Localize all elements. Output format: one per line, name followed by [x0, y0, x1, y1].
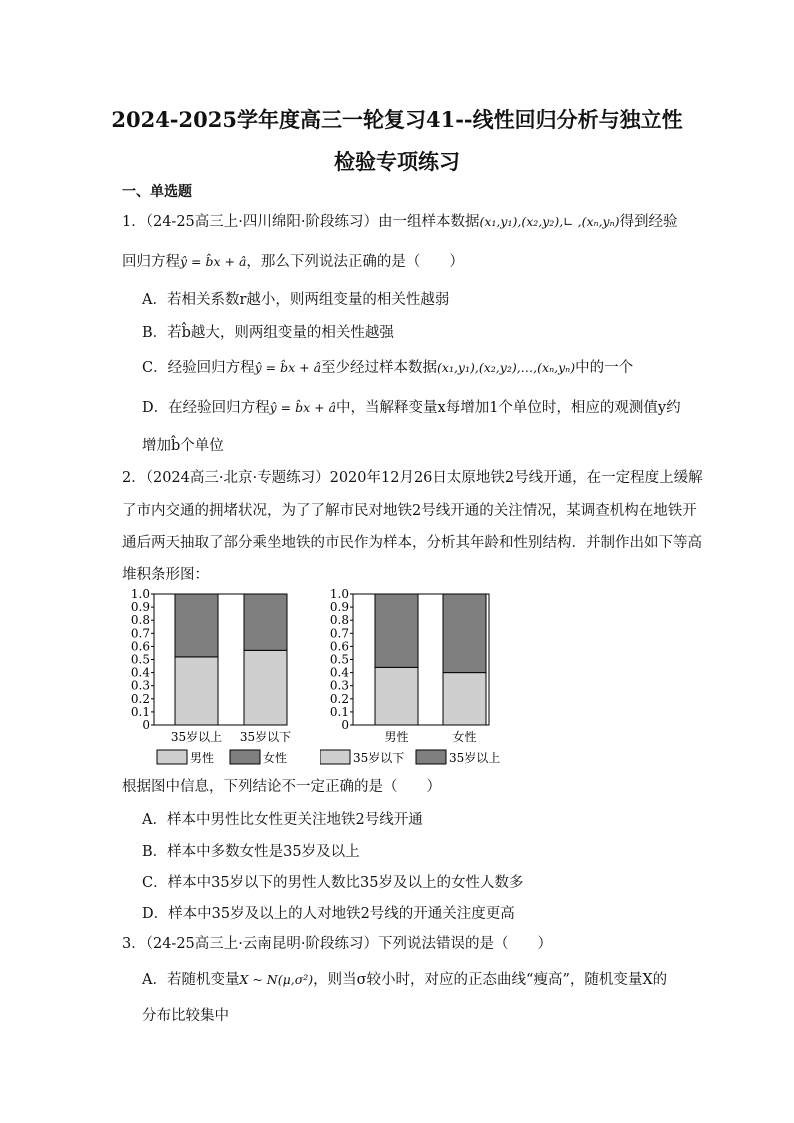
bar-segment — [175, 594, 218, 657]
legend-label: 女性 — [263, 751, 288, 765]
q1-stem-line2: 回归方程ŷ = b̂x + â，那么下列说法正确的是（ ） — [122, 254, 464, 270]
bar-segment — [443, 673, 486, 725]
x-tick-label: 男性 — [384, 730, 409, 744]
q1-stem-line1: 1．（24-25高三上·四川绵阳·阶段练习）由一组样本数据(x₁,y₁),(x₂,y₂),∟ ,(xₙ,yₙ)得到经验 — [122, 214, 678, 230]
y-tick-label: 0.8 — [329, 613, 349, 628]
q2-option-d: D．样本中35岁及以上的人对地铁2号线的开通关注度更高 — [142, 906, 515, 922]
y-tick-label: 1.0 — [130, 587, 150, 601]
legend-label: 男性 — [190, 751, 215, 765]
y-tick-label: 0.5 — [130, 652, 150, 667]
y-tick-label: 0.2 — [329, 691, 349, 706]
y-tick-label: 0.6 — [130, 639, 150, 654]
bar-segment — [375, 667, 418, 725]
bar-segment — [375, 594, 418, 667]
q2-stem-line2: 了市内交通的拥堵状况，为了了解市民对地铁2号线开通的关注情况，某调查机构在地铁开 — [122, 503, 697, 519]
y-tick-label: 0.4 — [130, 665, 150, 680]
q2-question: 根据图中信息，下列结论不一定正确的是（ ） — [122, 779, 441, 795]
legend-swatch — [416, 750, 446, 764]
q3-option-a-line2: 分布比较集中 — [142, 1008, 229, 1024]
q2-stem-line1: 2．（2024高三·北京·专题练习）2020年12月26日太原地铁2号线开通，在一定程度上缓解 — [122, 470, 703, 486]
y-tick-label: 0.1 — [130, 704, 150, 719]
doc-title-line2: 检验专项练习 — [334, 149, 460, 174]
legend-swatch — [157, 750, 187, 764]
q3-option-a-line1: A．若随机变量X ~ N(μ,σ²)，则当σ较小时，对应的正态曲线“瘦高”，随机变量X的 — [142, 972, 668, 988]
y-tick-label: 0.9 — [329, 600, 349, 615]
y-tick-label: 0.8 — [130, 613, 150, 628]
x-tick-label: 35岁以下 — [239, 730, 292, 744]
q2-option-c: C．样本中35岁以下的男性人数比35岁及以上的女性人数多 — [142, 875, 524, 891]
q2-stem-line4: 堆积条形图： — [122, 567, 209, 583]
x-tick-label: 35岁以上 — [170, 730, 223, 744]
q2-stem-line3: 通后两天抽取了部分乘坐地铁的市民作为样本，分析其年龄和性别结构．并制作出如下等高 — [122, 535, 702, 551]
q1-option-d-line1: D．在经验回归方程ŷ = b̂x + â中，当解释变量x每增加1个单位时，相应的观测值y约 — [142, 400, 681, 416]
q1-option-a: A．若相关系数r越小，则两组变量的相关性越弱 — [142, 292, 450, 308]
y-tick-label: 0.2 — [130, 691, 150, 706]
q3-stem: 3．（24-25高三上·云南昆明·阶段练习）下列说法错误的是（ ） — [122, 936, 552, 952]
bar-segment — [443, 594, 486, 673]
y-tick-label: 0.6 — [329, 639, 349, 654]
x-tick-label: 女性 — [452, 730, 477, 744]
y-tick-label: 0.5 — [329, 652, 349, 667]
section-heading: 一、单选题 — [122, 184, 192, 200]
q2-option-a: A．样本中男性比女性更关注地铁2号线开通 — [142, 812, 423, 828]
doc-title-line1: 2024-2025学年度高三一轮复习41--线性回归分析与独立性 — [111, 107, 683, 132]
y-tick-label: 0.9 — [130, 600, 150, 615]
legend-label: 35岁以下 — [353, 751, 405, 765]
stacked-bar-chart-age — [126, 586, 306, 770]
q2-option-b: B．样本中多数女性是35岁及以上 — [142, 844, 360, 860]
legend-swatch — [230, 750, 260, 764]
y-tick-label: 0.3 — [329, 678, 349, 693]
legend-label: 35岁以上 — [449, 751, 501, 765]
y-tick-label: 0.1 — [329, 704, 349, 719]
y-tick-label: 1.0 — [329, 587, 349, 601]
y-tick-label: 0.7 — [329, 626, 349, 641]
y-tick-label: 0.4 — [329, 665, 349, 680]
bar-segment — [244, 594, 287, 650]
stacked-bar-chart-gender — [320, 586, 520, 770]
y-tick-label: 0 — [142, 718, 150, 732]
legend-swatch — [320, 750, 350, 764]
y-tick-label: 0 — [341, 718, 349, 732]
y-tick-label: 0.7 — [130, 626, 150, 641]
bar-segment — [244, 650, 287, 725]
bar-segment — [175, 657, 218, 725]
q1-option-d-line2: 增加b̂个单位 — [142, 438, 224, 454]
q1-option-c: C．经验回归方程ŷ = b̂x + â至少经过样本数据(x₁,y₁),(x₂,y₂),…,(xₙ,yₙ)中的一个 — [142, 360, 634, 376]
y-tick-label: 0.3 — [130, 678, 150, 693]
q1-option-b: B．若b̂越大，则两组变量的相关性越强 — [142, 325, 394, 341]
